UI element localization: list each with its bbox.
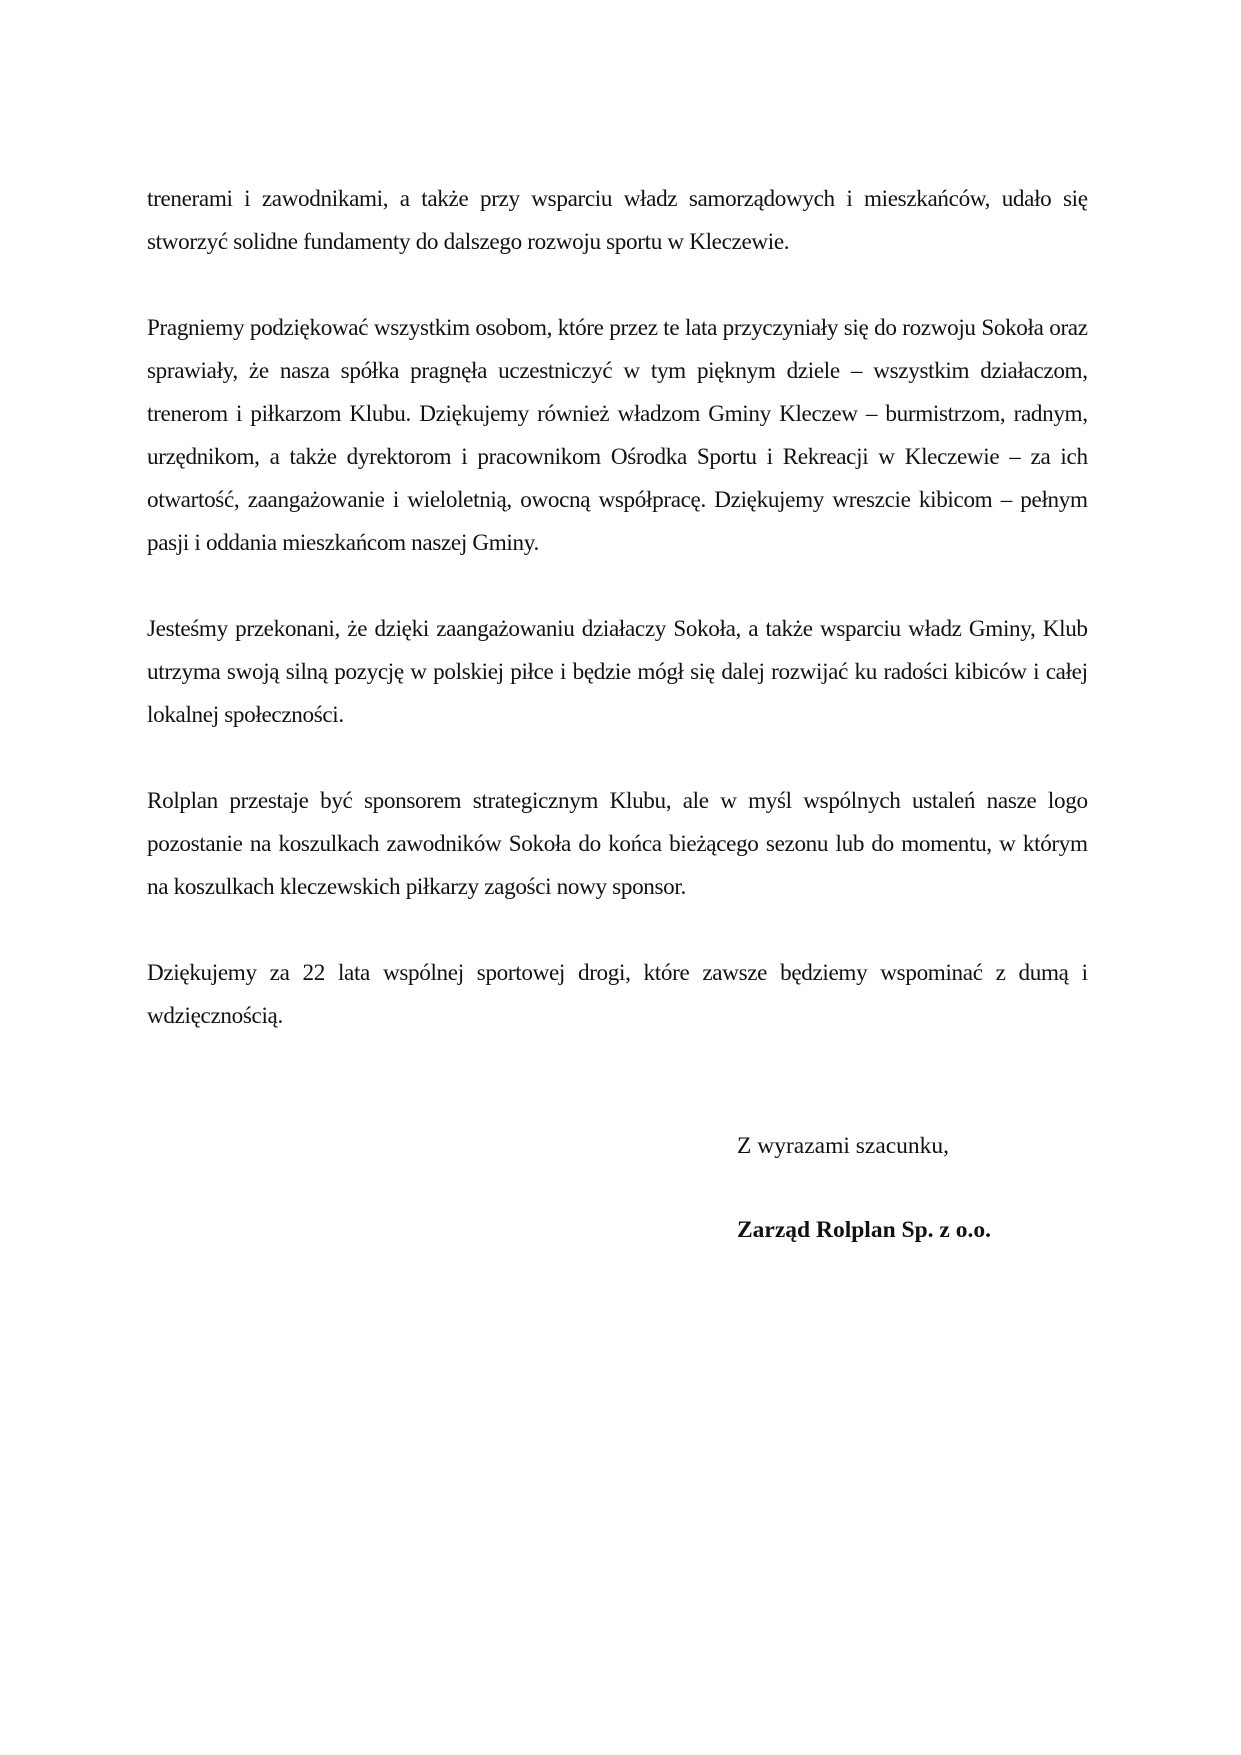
signature: Zarząd Rolplan Sp. z o.o.	[737, 1217, 991, 1243]
closing-phrase: Z wyrazami szacunku,	[737, 1133, 950, 1159]
paragraph-continuation: trenerami i zawodnikami, a także przy wsparciu władz samorządowych i mieszkańców, udało się stworzyć solidne fundamenty do dalszego rozwoju sportu w Kleczewie.	[147, 186, 1088, 255]
paragraph-conviction: Jesteśmy przekonani, że dzięki zaangażowaniu działaczy Sokoła, a także wsparciu władz Gminy, Klub utrzyma swoją silną pozycję w polskiej piłce i będzie mógł się dalej rozwijać ku radości kibiców i całej lokalnej społeczności.	[147, 616, 1088, 728]
paragraph-thanks: Pragniemy podziękować wszystkim osobom, które przez te lata przyczyniały się do rozwoju Sokoła oraz sprawiały, że nasza spółka pragnęła uczestniczyć w tym pięknym dziele – wszystkim działaczom, trenerom i piłkarzom Klubu. Dziękujemy również władzom Gminy Kleczew – burmistrzom, radnym, urzędnikom, a także dyrektorom i pracownikom Ośrodka Sportu i Rekreacji w Kleczewie – za ich otwartość, zaangażowanie i wieloletnią, owocną współpracę. Dziękujemy wreszcie kibicom – pełnym pasji i oddania mieszkańcom naszej Gminy.	[147, 315, 1088, 556]
letter-body	[147, 178, 1088, 1081]
paragraph-sponsorship: Rolplan przestaje być sponsorem strategicznym Klubu, ale w myśl wspólnych ustaleń nasze logo pozostanie na koszulkach zawodników Sokoła do końca bieżącego sezonu lub do momentu, w którym na koszulkach kleczewskich piłkarzy zagości nowy sponsor.	[147, 788, 1088, 900]
paragraph-gratitude: Dziękujemy za 22 lata wspólnej sportowej drogi, które zawsze będziemy wspominać z dumą i wdzięcznością.	[147, 960, 1088, 1029]
